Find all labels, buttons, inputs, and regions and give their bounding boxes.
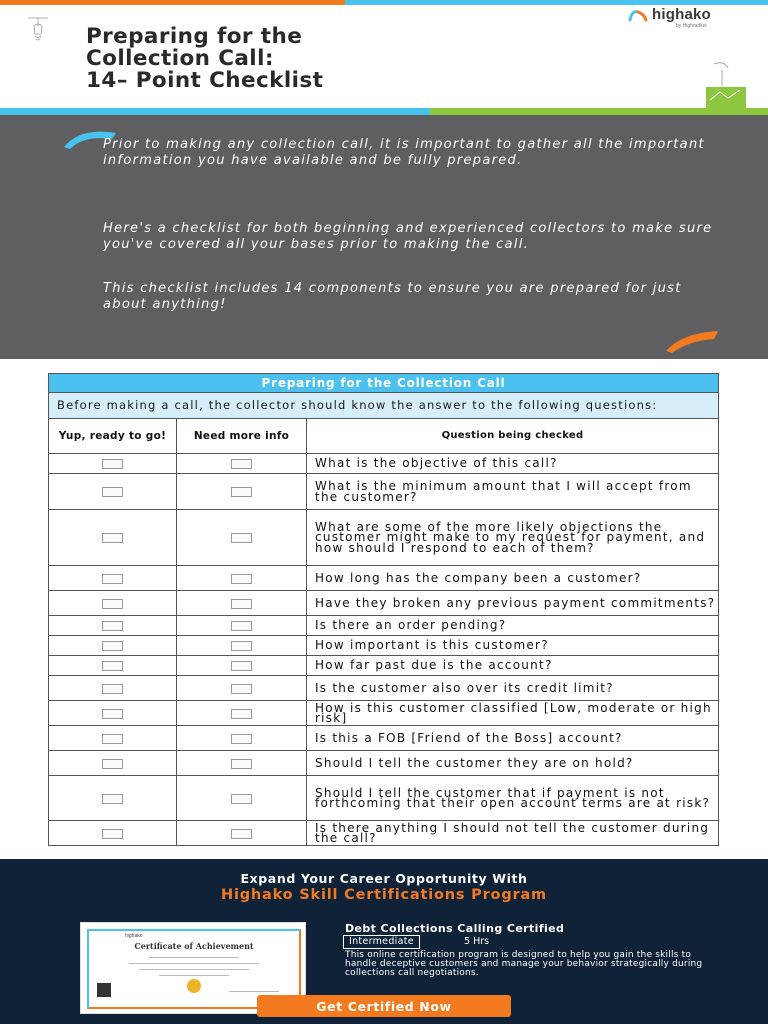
ready-checkbox[interactable] [102,709,123,719]
question-text: What is the minimum amount that I will accept from the customer? [307,474,719,510]
need-info-checkbox[interactable] [231,829,252,839]
checkbox-cell-ready [49,751,177,776]
checklist-row [49,726,719,751]
checkbox-cell-ready [49,510,177,566]
checkbox-cell-need-info [177,656,307,676]
intro-section [0,115,768,359]
ready-checkbox[interactable] [102,574,123,584]
question-text: Is there anything I should not tell the customer during the call? [307,821,719,846]
footer-promo [0,859,768,1024]
ready-checkbox[interactable] [102,759,123,769]
question-text: Is this a FOB [Friend of the Boss] account? [307,726,719,751]
orange-brush-accent-icon [662,327,720,353]
promo-program-name: Highako Skill Certifications Program [221,887,547,903]
question-text: What is the objective of this call? [307,454,719,474]
checkbox-cell-ready [49,726,177,751]
need-info-checkbox[interactable] [231,661,252,671]
checkbox-cell-need-info [177,474,307,510]
question-text: Should I tell the customer that if payment is not forthcoming that their open account terms are at risk? [307,776,719,821]
certificate-qr-icon [97,983,111,997]
title-line-3: 14– Point Checklist [86,68,324,93]
question-text: How far past due is the account? [307,656,719,676]
checkbox-cell-ready [49,701,177,726]
title-line-1: Preparing for the [86,24,303,49]
need-info-checkbox[interactable] [231,684,252,694]
question-text: What are some of the more likely objections the customer might make to my request for payment, and how should I respond to each of them? [307,510,719,566]
need-info-checkbox[interactable] [231,459,252,469]
column-header-need-info: Need more info [177,419,307,454]
whiteboard-illustration-icon [706,60,746,108]
certificate-title: Certificate of Achievement [134,941,254,951]
lightbulb-doodle-icon [24,12,52,46]
checkbox-cell-ready [49,821,177,846]
checkbox-cell-ready [49,776,177,821]
checklist-row [49,474,719,510]
question-text: How important is this customer? [307,636,719,656]
promo-heading: Expand Your Career Opportunity With [240,871,528,886]
course-level-badge: Intermediate [343,935,420,949]
need-info-checkbox[interactable] [231,709,252,719]
question-text: Should I tell the customer they are on hold? [307,751,719,776]
question-text: Have they broken any previous payment commitments? [307,591,719,616]
checkbox-cell-need-info [177,751,307,776]
checklist-row [49,751,719,776]
checkbox-cell-ready [49,656,177,676]
need-info-checkbox[interactable] [231,487,252,497]
checkbox-cell-ready [49,676,177,701]
checkbox-cell-ready [49,566,177,591]
checklist-row [49,510,719,566]
certificate-logo: highako [125,933,143,939]
checklist-table-wrapper [48,373,718,846]
course-title: Debt Collections Calling Certified [345,922,565,935]
checkbox-cell-need-info [177,510,307,566]
intro-paragraph-1: Prior to making any collection call, it is important to gather all the important information you have available and be fully prepared. [103,137,705,168]
need-info-checkbox[interactable] [231,759,252,769]
page-title [86,26,546,92]
checkbox-cell-need-info [177,701,307,726]
ready-checkbox[interactable] [102,684,123,694]
brand-tagline: by Highradius [676,23,707,29]
bottom-color-stripe [0,108,768,115]
ready-checkbox[interactable] [102,829,123,839]
checklist-title: Preparing for the Collection Call [49,374,719,393]
column-header-question: Question being checked [307,419,719,454]
checkbox-cell-need-info [177,636,307,656]
checkbox-cell-need-info [177,591,307,616]
intro-paragraph-3: This checklist includes 14 components to ensure you are prepared for just about anything! [103,281,682,312]
checklist-table [48,373,719,846]
ready-checkbox[interactable] [102,487,123,497]
need-info-checkbox[interactable] [231,574,252,584]
checklist-row [49,676,719,701]
checklist-row [49,701,719,726]
ready-checkbox[interactable] [102,459,123,469]
checkbox-cell-need-info [177,821,307,846]
checkbox-cell-need-info [177,676,307,701]
checkbox-cell-ready [49,474,177,510]
checklist-row [49,821,719,846]
top-color-stripe [0,0,768,5]
checklist-row [49,454,719,474]
need-info-checkbox[interactable] [231,621,252,631]
title-line-2: Collection Call: [86,46,274,71]
checklist-row [49,656,719,676]
certificate-seal-icon [187,979,201,993]
checkbox-cell-need-info [177,454,307,474]
ready-checkbox[interactable] [102,599,123,609]
get-certified-button[interactable]: Get Certified Now [257,995,511,1017]
course-description: This online certification program is designed to help you gain the skills to handle deceptive customers and manage your behavior strategically during collections call negotiations. [345,950,703,978]
checklist-row [49,591,719,616]
ready-checkbox[interactable] [102,641,123,651]
course-duration: 5 Hrs [464,936,490,947]
question-text: Is there an order pending? [307,616,719,636]
ready-checkbox[interactable] [102,621,123,631]
need-info-checkbox[interactable] [231,734,252,744]
question-text: How long has the company been a customer? [307,566,719,591]
checklist-row [49,566,719,591]
need-info-checkbox[interactable] [231,794,252,804]
checklist-row [49,616,719,636]
brand-name: highako [652,6,711,23]
checkbox-cell-need-info [177,566,307,591]
checkbox-cell-ready [49,591,177,616]
question-text: Is the customer also over its credit limit? [307,676,719,701]
checkbox-cell-ready [49,636,177,656]
checklist-subtitle: Before making a call, the collector should know the answer to the following questions: [49,393,719,419]
question-text: How is this customer classified [Low, moderate or high risk] [307,701,719,726]
checklist-row [49,636,719,656]
need-info-checkbox[interactable] [231,641,252,651]
checkbox-cell-need-info [177,776,307,821]
ready-checkbox[interactable] [102,533,123,543]
checkbox-cell-need-info [177,726,307,751]
need-info-checkbox[interactable] [231,533,252,543]
ready-checkbox[interactable] [102,734,123,744]
checkbox-cell-ready [49,454,177,474]
checklist-row [49,776,719,821]
column-header-ready: Yup, ready to go! [49,419,177,454]
need-info-checkbox[interactable] [231,599,252,609]
ready-checkbox[interactable] [102,794,123,804]
intro-paragraph-2: Here's a checklist for both beginning and experienced collectors to make sure you've covered all your bases prior to making the call. [103,221,713,252]
checkbox-cell-ready [49,616,177,636]
checkbox-cell-need-info [177,616,307,636]
header [0,0,768,115]
ready-checkbox[interactable] [102,661,123,671]
highako-logo-icon [628,8,648,22]
